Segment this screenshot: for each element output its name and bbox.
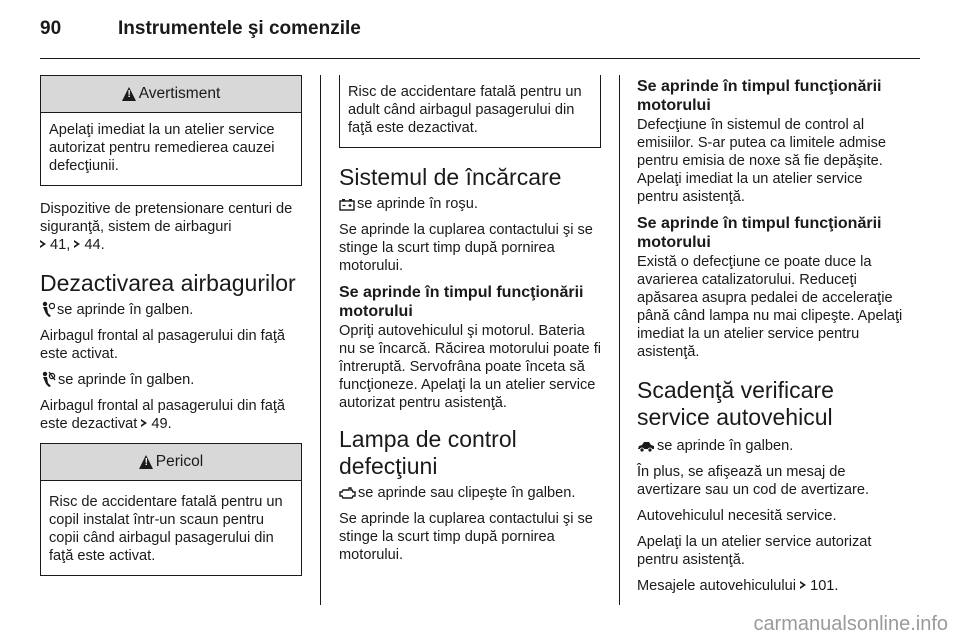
airbag-off-icon (40, 371, 56, 387)
service-lit-line: se aprinde în galben. (637, 437, 907, 455)
warning-triangle-icon (139, 455, 154, 469)
danger-box (40, 443, 302, 576)
battery-icon (339, 198, 355, 211)
malfunction-lit-description: Defecţiune în sistemul de control al emisiilor. S-ar putea ca limitele admise pentru emisia de noxe să fie depăşite. Apelaţi imediat la un atelier service pentru asistenţă. (637, 117, 886, 205)
section-heading-charging-system: Sistemul de încărcare (339, 164, 562, 190)
page-ref-arrow-icon (40, 240, 46, 249)
subheading-malfunction-flashing: Se aprinde în timpul funcţionării motorului (637, 215, 882, 251)
page-number: 90 (40, 18, 62, 39)
page-ref[interactable]: 101. (810, 578, 839, 594)
chapter-title: Instrumentele şi comenzile (118, 18, 361, 39)
page-ref[interactable]: 44. (84, 237, 105, 253)
danger-box-header (41, 444, 301, 481)
column-3 (637, 75, 907, 603)
page-header (40, 18, 920, 58)
page-ref-arrow-icon (141, 419, 147, 428)
danger-box-continued (339, 75, 601, 148)
section-heading-airbag-deactivation: Dezactivarea airbagurilor (40, 270, 296, 296)
subheading-charging-engine-running: Se aprinde în timpul funcţionării motorului (339, 284, 584, 320)
column-1 (40, 75, 302, 576)
service-car-icon (637, 441, 655, 453)
warning-box-title: Avertisment (138, 85, 221, 102)
subheading-malfunction-lit: Se aprinde în timpul funcţionării motorului (637, 78, 882, 114)
airbag-on-line: se aprinde în galben. (40, 301, 302, 319)
airbag-on-description: Airbagul frontal al pasagerului din faţă este activat. (40, 328, 286, 362)
section-heading-service-due: Scadenţă verificare service autovehicul (637, 377, 834, 430)
warning-box-body: Apelaţi imediat la un atelier service autorizat pentru remedierea cauzei defecţiunii. (49, 122, 275, 174)
watermark: carmanualsonline.info (753, 613, 948, 635)
page-ref-arrow-icon (800, 581, 806, 590)
header-divider (40, 58, 920, 59)
engine-check-icon (339, 487, 356, 500)
column-2 (339, 75, 601, 572)
malfunction-description: Se aprinde la cuplarea contactului şi se stinge la scurt timp după pornirea motorului. (339, 511, 593, 563)
malfunction-lit-line: se aprinde sau clipeşte în galben. (339, 484, 601, 502)
warning-box (40, 75, 302, 186)
page-ref[interactable]: 41 (50, 237, 67, 253)
service-paragraph-4: Mesajele autovehiculului 101. (637, 578, 839, 594)
charging-description: Se aprinde la cuplarea contactului şi se stinge la scurt timp după pornirea motorului. (339, 222, 593, 274)
warning-box-header (41, 76, 301, 113)
airbag-off-line: se aprinde în galben. (40, 371, 302, 389)
column-divider-2 (619, 75, 620, 605)
service-paragraph-3: Apelaţi la un atelier service autorizat pentru asistenţă. (637, 534, 872, 568)
page-ref[interactable]: 49. (151, 416, 172, 432)
column-divider-1 (320, 75, 321, 605)
warning-triangle-icon (122, 87, 137, 101)
danger-box-continued-body: Risc de accidentare fatală pentru un adult când airbagul pasagerului din faţă este dezactivat. (348, 84, 582, 136)
malfunction-flashing-description: Există o defecţiune ce poate duce la avarierea catalizatorului. Reduceţi apăsarea asupra pedalei de acceleraţie până când lampa nu mai clipeşte. Apelaţi imediat la un atelier service pentru asistenţă. (637, 254, 903, 360)
charging-engine-running-description: Opriţi autovehiculul şi motorul. Bateria nu se încarcă. Răcirea motorului poate fi întreruptă. Servofrâna poate înceta să funcţioneze. Apelaţi la un atelier service autorizat pentru asistenţă. (339, 323, 602, 411)
page-ref-arrow-icon (74, 240, 80, 249)
service-paragraph-2: Autovehiculul necesită service. (637, 508, 837, 524)
airbag-on-icon (40, 301, 55, 317)
airbag-off-description: Airbagul frontal al pasagerului din faţă este dezactivat 49. (40, 398, 286, 432)
danger-box-body: Risc de accidentare fatală pentru un copil instalat într-un scaun pentru copii când airbagul pasagerului din faţă este activat. (49, 494, 283, 564)
section-heading-malfunction-lamp: Lampa de control defecţiuni (339, 426, 517, 479)
charging-lit-line: se aprinde în roşu. (339, 195, 601, 213)
service-paragraph-1: În plus, se afişează un mesaj de avertizare sau un cod de avertizare. (637, 464, 870, 498)
pretension-paragraph: Dispozitive de pretensionare centuri de siguranţă, sistem de airbaguri 41, 44. (40, 201, 293, 253)
danger-box-title: Pericol (155, 453, 204, 470)
